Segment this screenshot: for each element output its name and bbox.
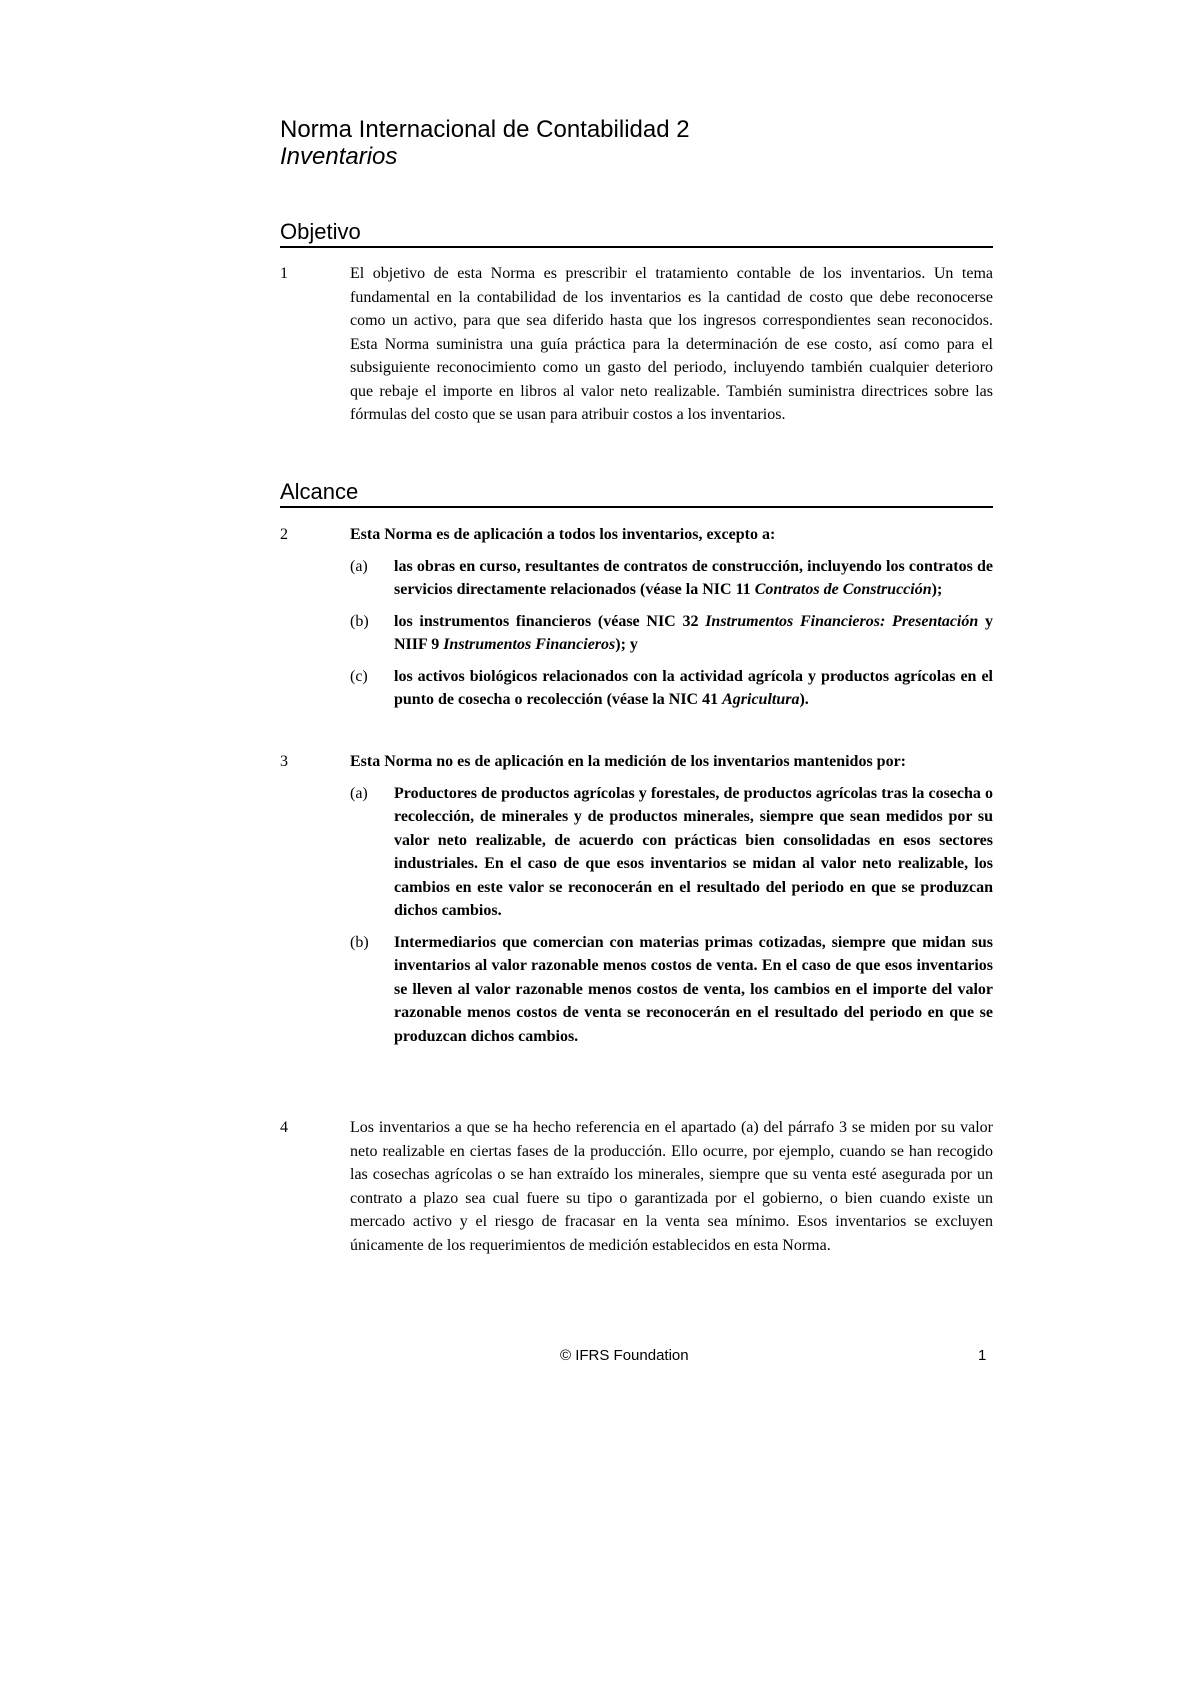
- item-label: (b): [350, 612, 369, 630]
- text-segment: los activos biológicos relacionados con la actividad agrícola y productos agrícolas en el punto de cosecha o recolección (véase la NIC 41: [394, 667, 993, 708]
- paragraph-number: 4: [280, 1119, 288, 1136]
- text-segment: los instrumentos financieros (véase NIC 32: [394, 612, 706, 630]
- paragraph-3: [280, 750, 993, 1048]
- item-label: (a): [350, 557, 368, 575]
- page-number: 1: [978, 1347, 987, 1364]
- section-heading-alcance: Alcance: [280, 479, 993, 508]
- list-item-a: [350, 555, 993, 602]
- paragraph-lead: Esta Norma no es de aplicación en la medición de los inventarios mantenidos por:: [350, 753, 907, 770]
- paragraph-number: 3: [280, 753, 288, 770]
- standard-reference: Agricultura: [722, 691, 800, 708]
- list-item-b: [350, 610, 993, 657]
- section-heading-objetivo: Objetivo: [280, 219, 993, 248]
- text-segment: ).: [799, 691, 809, 708]
- list-item-a: [350, 782, 993, 923]
- footer-copyright: © IFRS Foundation: [560, 1347, 689, 1364]
- text-segment: y NIIF 9: [394, 612, 994, 653]
- list-item-b: [350, 931, 993, 1049]
- item-label: (b): [350, 933, 369, 951]
- item-list: [350, 555, 993, 712]
- paragraph-text: Los inventarios a que se ha hecho referencia en el apartado (a) del párrafo 3 se miden por su valor neto realizable en ciertas fases de la producción. Ello ocurre, por ejemplo, cuando se han recogido las cosechas agrícolas o se han extraído los minerales, siempre que su venta esté asegurada por un contrato a plazo sea cual fuere su tipo o garantizada por el gobierno, o bien cuando existe un mercado activo y el riesgo de fracasar en la venta sea mínimo. Esos inventarios se excluyen únicamente de los requerimientos de medición establecidos en esta Norma.: [350, 1119, 993, 1254]
- paragraph-text: El objetivo de esta Norma es prescribir el tratamiento contable de los inventarios. Un tema fundamental en la contabilidad de los inventarios es la cantidad de costo que debe reconocerse como un activo, para que sea diferido hasta que los ingresos correspondientes sean reconocidos. Esta Norma suministra una guía práctica para la determinación de ese costo, así como para el subsiguiente reconocimiento como un gasto del periodo, incluyendo también cualquier deterioro que rebaje el importe en libros al valor neto realizable. También suministra directrices sobre las fórmulas del costo que se usan para atribuir costos a los inventarios.: [350, 265, 993, 423]
- standard-reference: Contratos de Construcción: [754, 581, 932, 598]
- standard-reference: Instrumentos Financieros: [443, 636, 616, 653]
- standard-reference: Instrumentos Financieros: Presentación: [705, 612, 979, 630]
- paragraph-4: [280, 1116, 993, 1257]
- text-segment: ); y: [615, 636, 638, 653]
- text-segment: las obras en curso, resultantes de contratos de construcción, incluyendo los contratos de servicios directamente relacionados (véase la NIC 11: [394, 557, 993, 598]
- item-list: [350, 782, 993, 1049]
- item-text: Productores de productos agrícolas y forestales, de productos agrícolas tras la cosecha o recolección, de minerales y de productos minerales, siempre que sean medidos por su valor neto realizable, de acuerdo con prácticas bien consolidadas en esos sectores industriales. En el caso de que esos inventarios se midan al valor neto realizable, los cambios en este valor se reconocerán en el resultado del periodo en que se produzcan dichos cambios.: [394, 784, 993, 919]
- item-text: [394, 555, 993, 602]
- paragraph-1: [280, 262, 993, 427]
- paragraph-lead: Esta Norma es de aplicación a todos los inventarios, excepto a:: [350, 526, 776, 543]
- paragraph-number: 1: [280, 265, 288, 282]
- document-title: Norma Internacional de Contabilidad 2: [280, 116, 690, 143]
- document-subtitle: Inventarios: [280, 143, 398, 170]
- paragraph-number: 2: [280, 526, 288, 543]
- paragraph-2: [280, 523, 993, 712]
- item-label: (c): [350, 667, 368, 685]
- list-item-c: [350, 665, 993, 712]
- item-text: [394, 610, 993, 657]
- item-text: [394, 665, 993, 712]
- item-text: Intermediarios que comercian con materias primas cotizadas, siempre que midan sus inventarios al valor razonable menos costos de venta. En el caso de que esos inventarios se lleven al valor razonable menos costos de venta, los cambios en el importe del valor razonable menos costos de venta se reconocerán en el resultado del periodo en que se produzcan dichos cambios.: [394, 933, 993, 1045]
- item-label: (a): [350, 784, 368, 802]
- text-segment: );: [931, 581, 943, 598]
